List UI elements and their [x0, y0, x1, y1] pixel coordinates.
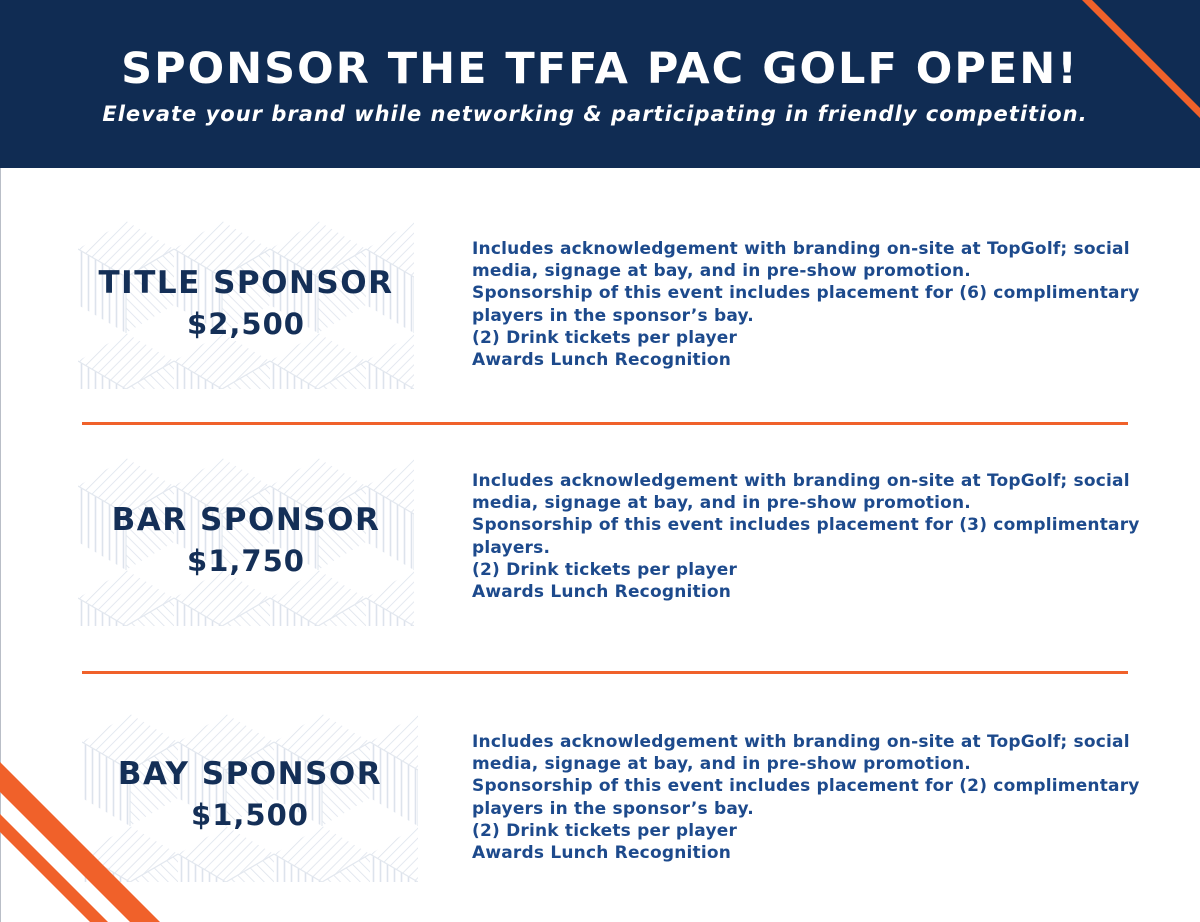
page-subtitle: Elevate your brand while networking & participating in friendly competition. [102, 102, 1088, 126]
bar-sponsor-card [78, 458, 414, 626]
title-sponsor-benefits [472, 238, 1172, 371]
cube-pattern-background [78, 458, 414, 626]
tier-name: TITLE SPONSOR [98, 265, 394, 301]
benefit-line: Awards Lunch Recognition [472, 843, 732, 864]
benefit-line: Awards Lunch Recognition [472, 582, 732, 603]
benefit-line: (2) Drink tickets per player [472, 820, 738, 841]
benefit-line: (2) Drink tickets per player [472, 327, 738, 348]
benefit-line: players in the sponsor’s bay. [472, 305, 754, 326]
bay-sponsor-benefits [472, 731, 1172, 864]
benefit-line: Includes acknowledgement with branding on-site at TopGolf; social [472, 471, 1130, 491]
section-divider [82, 671, 1128, 674]
bar-sponsor-benefits [472, 470, 1172, 603]
benefit-line: media, signage at bay, and in pre-show promotion. [472, 493, 971, 514]
benefit-line: media, signage at bay, and in pre-show promotion. [472, 261, 971, 282]
benefit-line: media, signage at bay, and in pre-show promotion. [472, 754, 971, 775]
cube-pattern-background [78, 221, 414, 389]
benefit-line: Sponsorship of this event includes placement for (6) complimentary [472, 283, 1140, 304]
tier-price: $1,500 [191, 798, 309, 832]
benefit-line: Sponsorship of this event includes placement for (3) complimentary [472, 515, 1140, 536]
tier-price: $2,500 [187, 307, 305, 341]
tier-name: BAR SPONSOR [111, 502, 381, 538]
benefit-line: (2) Drink tickets per player [472, 559, 738, 580]
benefit-line: Awards Lunch Recognition [472, 350, 732, 371]
benefit-line: Sponsorship of this event includes placement for (2) complimentary [472, 776, 1140, 797]
benefit-line: Includes acknowledgement with branding on-site at TopGolf; social [472, 732, 1130, 752]
benefit-line: Includes acknowledgement with branding on-site at TopGolf; social [472, 239, 1130, 259]
page-title: SPONSOR THE TFFA PAC GOLF OPEN! [121, 44, 1079, 94]
header-banner [0, 0, 1200, 168]
footer-stripe-decoration [0, 762, 170, 922]
title-sponsor-card [78, 221, 414, 389]
tier-name: BAY SPONSOR [117, 756, 383, 792]
header-stripe-decoration [1070, 0, 1200, 168]
section-divider [82, 422, 1128, 425]
benefit-line: players. [472, 537, 551, 558]
tier-price: $1,750 [187, 544, 305, 578]
benefit-line: players in the sponsor’s bay. [472, 798, 754, 819]
